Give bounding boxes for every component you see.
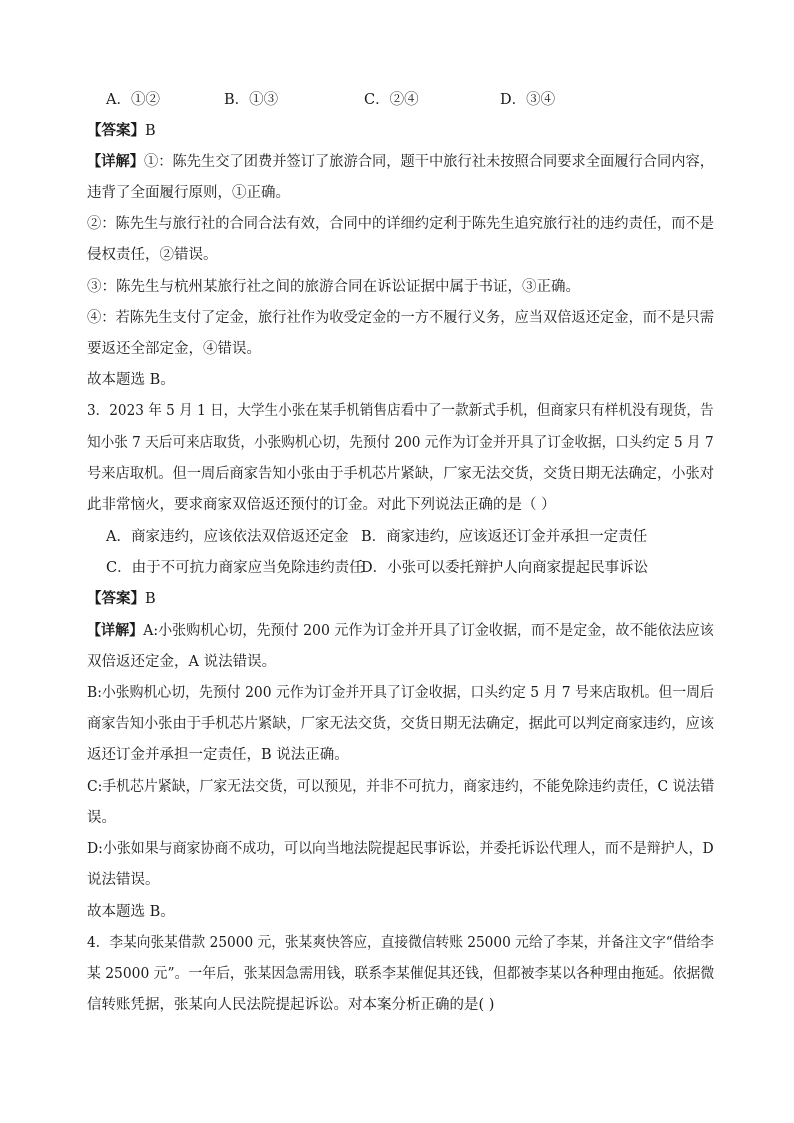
detail-line: 故本题选 B。 bbox=[87, 904, 175, 920]
detail-line bbox=[87, 621, 714, 641]
q2-option-b: B．①③ bbox=[224, 92, 279, 108]
q3-option-b: B．商家违约，应该返还订金并承担一定责任 bbox=[361, 529, 648, 545]
detail-text: ①：陈先生交了团费并签订了旅游合同，题干中旅行社未按照合同要求全面履行合同内容， bbox=[144, 154, 715, 170]
q2-option-a: A．①② bbox=[106, 92, 160, 108]
detail-line: ③：陈先生与杭州某旅行社之间的旅游合同在诉讼证据中属于书证，③正确。 bbox=[87, 279, 580, 295]
detail-line bbox=[87, 152, 714, 172]
detail-tag: 【详解】 bbox=[87, 622, 144, 639]
detail-text: A:小张购机心切，先预付 200 元作为订金并开具了订金收据，而不是定金，故不能依法应该 bbox=[143, 623, 714, 639]
detail-line: D:小张如果与商家协商不成功，可以向当地法院提起民事诉讼，并委托诉讼代理人，而不是辩护人，D bbox=[87, 841, 714, 857]
stem-line: 某 25000 元”。一年后，张某因急需用钱，联系李某催促其还钱，但都被李某以各种理由拖延。依据微 bbox=[87, 966, 715, 982]
detail-line: ②：陈先生与旅行社的合同合法有效，合同中的详细约定利于陈先生追究旅行社的违约责任，而不是 bbox=[87, 216, 715, 232]
stem-line: 3．2023 年 5 月 1 日，大学生小张在某手机销售店看中了一款新式手机，但商家只有样机没有现货，告 bbox=[87, 403, 714, 419]
detail-line: B:小张购机心切，先预付 200 元作为订金并开具了订金收据，口头约定 5 月 7 号来店取机。但一周后 bbox=[87, 685, 714, 701]
detail-line: 侵权责任，②错误。 bbox=[87, 247, 218, 263]
stem-line: 信转账凭据，张某向人民法院提起诉讼。对本案分析正确的是( ) bbox=[87, 997, 495, 1013]
answer-value: B bbox=[145, 123, 156, 139]
stem-line: 4．李某向张某借款 25000 元，张某爽快答应，直接微信转账 25000 元给了李某，并备注文字“借给李 bbox=[87, 935, 714, 951]
detail-line: 商家告知小张由于手机芯片紧缺，厂家无法交货，交货日期无法确定，据此可以判定商家违约，应该 bbox=[87, 716, 715, 732]
q2-option-d: D．③④ bbox=[500, 92, 556, 108]
stem-line: 知小张 7 天后可来店取货，小张购机心切，先预付 200 元作为订金并开具了订金收据，口头约定 5 月 7 bbox=[87, 435, 714, 451]
q3-option-a: A．商家违约，应该依法双倍返还定金 bbox=[106, 529, 349, 545]
q3-option-c: C．由于不可抗力商家应当免除违约责任 bbox=[106, 560, 364, 576]
answer-tag: 【答案】 bbox=[87, 122, 145, 139]
detail-line: 误。 bbox=[87, 810, 116, 826]
stem-line: 此非常恼火，要求商家双倍返还预付的订金。对此下列说法正确的是（ ） bbox=[87, 497, 556, 513]
answer-tag: 【答案】 bbox=[87, 590, 145, 607]
detail-tag: 【详解】 bbox=[87, 153, 145, 170]
detail-line: 双倍返还定金，A 说法错误。 bbox=[87, 654, 277, 670]
detail-line: 违背了全面履行原则，①正确。 bbox=[87, 185, 290, 201]
detail-line: 返还订金并承担一定责任，B 说法正确。 bbox=[87, 747, 349, 763]
detail-line: 要返还全部定金，④错误。 bbox=[87, 341, 261, 357]
q3-answer bbox=[87, 589, 156, 609]
q2-option-c: C．②④ bbox=[364, 92, 419, 108]
answer-value: B bbox=[145, 591, 156, 607]
q2-answer bbox=[87, 121, 156, 141]
detail-line: 故本题选 B。 bbox=[87, 372, 175, 388]
q3-option-d: D．小张可以委托辩护人向商家提起民事诉讼 bbox=[361, 560, 649, 576]
detail-line: C:手机芯片紧缺，厂家无法交货，可以预见，并非不可抗力，商家违约，不能免除违约责任，C 说法错 bbox=[87, 779, 715, 795]
detail-line: 说法错误。 bbox=[87, 872, 160, 888]
detail-line: ④：若陈先生支付了定金，旅行社作为收受定金的一方不履行义务，应当双倍返还定金，而不是只需 bbox=[87, 310, 715, 326]
stem-line: 号来店取机。但一周后商家告知小张由于手机芯片紧缺，厂家无法交货，交货日期无法确定，小张对 bbox=[87, 466, 715, 482]
